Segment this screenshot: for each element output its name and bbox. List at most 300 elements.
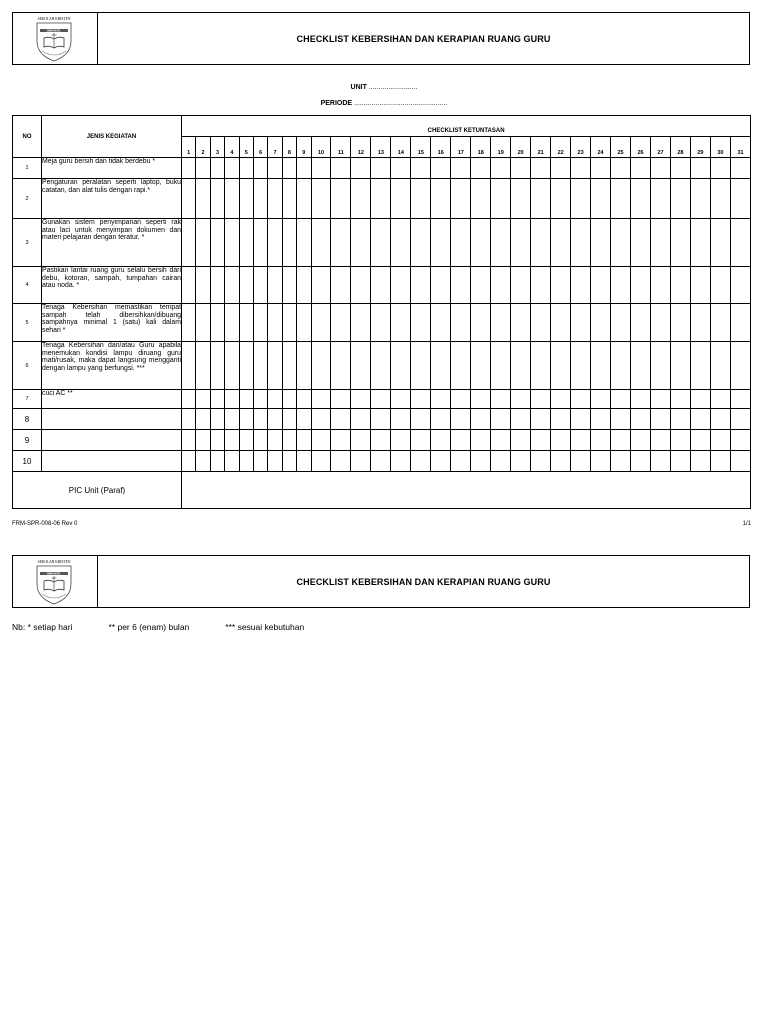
check-cell[interactable]: [282, 451, 296, 472]
check-cell[interactable]: [351, 158, 371, 179]
check-cell[interactable]: [239, 267, 253, 304]
check-cell[interactable]: [239, 409, 253, 430]
check-cell[interactable]: [511, 179, 531, 219]
check-cell[interactable]: [411, 451, 431, 472]
check-cell[interactable]: [551, 179, 571, 219]
check-cell[interactable]: [650, 179, 670, 219]
check-cell[interactable]: [611, 179, 631, 219]
check-cell[interactable]: [297, 390, 311, 409]
check-cell[interactable]: [196, 267, 210, 304]
check-cell[interactable]: [311, 430, 331, 451]
check-cell[interactable]: [611, 219, 631, 267]
check-cell[interactable]: [182, 179, 196, 219]
check-cell[interactable]: [210, 158, 224, 179]
check-cell[interactable]: [431, 390, 451, 409]
check-cell[interactable]: [531, 409, 551, 430]
check-cell[interactable]: [182, 409, 196, 430]
check-cell[interactable]: [690, 267, 710, 304]
check-cell[interactable]: [451, 304, 471, 342]
check-cell[interactable]: [431, 267, 451, 304]
check-cell[interactable]: [210, 451, 224, 472]
check-cell[interactable]: [311, 158, 331, 179]
check-cell[interactable]: [196, 390, 210, 409]
check-cell[interactable]: [411, 390, 431, 409]
check-cell[interactable]: [411, 430, 431, 451]
check-cell[interactable]: [210, 304, 224, 342]
check-cell[interactable]: [411, 219, 431, 267]
check-cell[interactable]: [268, 409, 282, 430]
check-cell[interactable]: [282, 219, 296, 267]
check-cell[interactable]: [511, 267, 531, 304]
check-cell[interactable]: [371, 158, 391, 179]
check-cell[interactable]: [730, 304, 750, 342]
check-cell[interactable]: [491, 451, 511, 472]
check-cell[interactable]: [431, 430, 451, 451]
check-cell[interactable]: [282, 430, 296, 451]
check-cell[interactable]: [451, 342, 471, 390]
check-cell[interactable]: [268, 430, 282, 451]
check-cell[interactable]: [670, 390, 690, 409]
check-cell[interactable]: [371, 390, 391, 409]
check-cell[interactable]: [253, 219, 267, 267]
check-cell[interactable]: [690, 219, 710, 267]
check-cell[interactable]: [253, 267, 267, 304]
check-cell[interactable]: [670, 219, 690, 267]
check-cell[interactable]: [239, 451, 253, 472]
check-cell[interactable]: [531, 267, 551, 304]
check-cell[interactable]: [571, 342, 591, 390]
check-cell[interactable]: [611, 342, 631, 390]
check-cell[interactable]: [182, 430, 196, 451]
check-cell[interactable]: [282, 390, 296, 409]
check-cell[interactable]: [282, 158, 296, 179]
check-cell[interactable]: [182, 267, 196, 304]
check-cell[interactable]: [182, 219, 196, 267]
check-cell[interactable]: [531, 451, 551, 472]
check-cell[interactable]: [225, 267, 239, 304]
check-cell[interactable]: [491, 304, 511, 342]
check-cell[interactable]: [451, 158, 471, 179]
check-cell[interactable]: [351, 430, 371, 451]
check-cell[interactable]: [196, 179, 210, 219]
check-cell[interactable]: [210, 219, 224, 267]
check-cell[interactable]: [297, 409, 311, 430]
check-cell[interactable]: [611, 390, 631, 409]
check-cell[interactable]: [351, 267, 371, 304]
check-cell[interactable]: [551, 267, 571, 304]
check-cell[interactable]: [371, 179, 391, 219]
check-cell[interactable]: [611, 409, 631, 430]
check-cell[interactable]: [451, 219, 471, 267]
check-cell[interactable]: [239, 158, 253, 179]
check-cell[interactable]: [182, 158, 196, 179]
check-cell[interactable]: [631, 451, 651, 472]
check-cell[interactable]: [411, 179, 431, 219]
check-cell[interactable]: [311, 409, 331, 430]
check-cell[interactable]: [282, 342, 296, 390]
check-cell[interactable]: [253, 390, 267, 409]
check-cell[interactable]: [471, 409, 491, 430]
check-cell[interactable]: [571, 219, 591, 267]
check-cell[interactable]: [311, 342, 331, 390]
check-cell[interactable]: [591, 430, 611, 451]
check-cell[interactable]: [471, 304, 491, 342]
check-cell[interactable]: [391, 409, 411, 430]
check-cell[interactable]: [471, 430, 491, 451]
check-cell[interactable]: [351, 342, 371, 390]
check-cell[interactable]: [451, 390, 471, 409]
check-cell[interactable]: [331, 390, 351, 409]
check-cell[interactable]: [551, 219, 571, 267]
check-cell[interactable]: [670, 304, 690, 342]
check-cell[interactable]: [690, 179, 710, 219]
check-cell[interactable]: [551, 430, 571, 451]
check-cell[interactable]: [371, 430, 391, 451]
check-cell[interactable]: [196, 342, 210, 390]
check-cell[interactable]: [225, 179, 239, 219]
check-cell[interactable]: [650, 304, 670, 342]
check-cell[interactable]: [182, 451, 196, 472]
check-cell[interactable]: [210, 267, 224, 304]
check-cell[interactable]: [710, 219, 730, 267]
check-cell[interactable]: [351, 390, 371, 409]
check-cell[interactable]: [253, 179, 267, 219]
check-cell[interactable]: [391, 304, 411, 342]
check-cell[interactable]: [710, 304, 730, 342]
check-cell[interactable]: [631, 267, 651, 304]
check-cell[interactable]: [451, 430, 471, 451]
check-cell[interactable]: [182, 342, 196, 390]
check-cell[interactable]: [391, 179, 411, 219]
check-cell[interactable]: [210, 390, 224, 409]
check-cell[interactable]: [411, 342, 431, 390]
check-cell[interactable]: [531, 304, 551, 342]
check-cell[interactable]: [268, 219, 282, 267]
check-cell[interactable]: [371, 219, 391, 267]
check-cell[interactable]: [491, 430, 511, 451]
check-cell[interactable]: [531, 430, 551, 451]
check-cell[interactable]: [710, 267, 730, 304]
check-cell[interactable]: [611, 304, 631, 342]
check-cell[interactable]: [491, 409, 511, 430]
check-cell[interactable]: [331, 430, 351, 451]
check-cell[interactable]: [282, 304, 296, 342]
check-cell[interactable]: [670, 430, 690, 451]
check-cell[interactable]: [471, 390, 491, 409]
check-cell[interactable]: [451, 409, 471, 430]
check-cell[interactable]: [670, 267, 690, 304]
check-cell[interactable]: [253, 430, 267, 451]
check-cell[interactable]: [631, 219, 651, 267]
check-cell[interactable]: [182, 304, 196, 342]
check-cell[interactable]: [650, 430, 670, 451]
check-cell[interactable]: [650, 219, 670, 267]
check-cell[interactable]: [351, 219, 371, 267]
check-cell[interactable]: [631, 409, 651, 430]
check-cell[interactable]: [491, 267, 511, 304]
check-cell[interactable]: [331, 304, 351, 342]
check-cell[interactable]: [268, 304, 282, 342]
check-cell[interactable]: [311, 390, 331, 409]
check-cell[interactable]: [331, 451, 351, 472]
check-cell[interactable]: [730, 342, 750, 390]
check-cell[interactable]: [210, 179, 224, 219]
check-cell[interactable]: [650, 342, 670, 390]
check-cell[interactable]: [710, 158, 730, 179]
check-cell[interactable]: [531, 158, 551, 179]
check-cell[interactable]: [591, 409, 611, 430]
check-cell[interactable]: [451, 267, 471, 304]
check-cell[interactable]: [551, 342, 571, 390]
check-cell[interactable]: [253, 304, 267, 342]
check-cell[interactable]: [730, 430, 750, 451]
check-cell[interactable]: [730, 451, 750, 472]
check-cell[interactable]: [225, 390, 239, 409]
check-cell[interactable]: [511, 304, 531, 342]
check-cell[interactable]: [690, 158, 710, 179]
check-cell[interactable]: [268, 390, 282, 409]
check-cell[interactable]: [311, 304, 331, 342]
check-cell[interactable]: [351, 409, 371, 430]
check-cell[interactable]: [411, 158, 431, 179]
check-cell[interactable]: [391, 451, 411, 472]
check-cell[interactable]: [690, 409, 710, 430]
check-cell[interactable]: [225, 409, 239, 430]
check-cell[interactable]: [371, 451, 391, 472]
check-cell[interactable]: [311, 179, 331, 219]
check-cell[interactable]: [491, 342, 511, 390]
check-cell[interactable]: [451, 179, 471, 219]
check-cell[interactable]: [730, 219, 750, 267]
check-cell[interactable]: [471, 219, 491, 267]
check-cell[interactable]: [331, 158, 351, 179]
check-cell[interactable]: [591, 179, 611, 219]
check-cell[interactable]: [690, 451, 710, 472]
check-cell[interactable]: [591, 158, 611, 179]
check-cell[interactable]: [391, 158, 411, 179]
check-cell[interactable]: [571, 409, 591, 430]
check-cell[interactable]: [431, 342, 451, 390]
check-cell[interactable]: [631, 304, 651, 342]
check-cell[interactable]: [631, 342, 651, 390]
check-cell[interactable]: [331, 219, 351, 267]
check-cell[interactable]: [650, 390, 670, 409]
check-cell[interactable]: [591, 451, 611, 472]
check-cell[interactable]: [282, 267, 296, 304]
check-cell[interactable]: [311, 219, 331, 267]
check-cell[interactable]: [196, 409, 210, 430]
check-cell[interactable]: [196, 430, 210, 451]
check-cell[interactable]: [730, 390, 750, 409]
check-cell[interactable]: [311, 451, 331, 472]
check-cell[interactable]: [551, 451, 571, 472]
check-cell[interactable]: [611, 430, 631, 451]
check-cell[interactable]: [268, 267, 282, 304]
check-cell[interactable]: [239, 219, 253, 267]
check-cell[interactable]: [531, 390, 551, 409]
check-cell[interactable]: [710, 409, 730, 430]
check-cell[interactable]: [551, 390, 571, 409]
check-cell[interactable]: [239, 342, 253, 390]
check-cell[interactable]: [511, 158, 531, 179]
check-cell[interactable]: [311, 267, 331, 304]
check-cell[interactable]: [571, 179, 591, 219]
check-cell[interactable]: [431, 409, 451, 430]
check-cell[interactable]: [491, 158, 511, 179]
check-cell[interactable]: [253, 409, 267, 430]
check-cell[interactable]: [710, 430, 730, 451]
check-cell[interactable]: [690, 390, 710, 409]
check-cell[interactable]: [431, 179, 451, 219]
check-cell[interactable]: [611, 158, 631, 179]
check-cell[interactable]: [268, 179, 282, 219]
check-cell[interactable]: [611, 451, 631, 472]
check-cell[interactable]: [351, 451, 371, 472]
check-cell[interactable]: [225, 304, 239, 342]
check-cell[interactable]: [710, 179, 730, 219]
check-cell[interactable]: [196, 304, 210, 342]
check-cell[interactable]: [431, 158, 451, 179]
check-cell[interactable]: [670, 409, 690, 430]
check-cell[interactable]: [471, 451, 491, 472]
check-cell[interactable]: [631, 158, 651, 179]
check-cell[interactable]: [391, 342, 411, 390]
check-cell[interactable]: [571, 158, 591, 179]
check-cell[interactable]: [471, 179, 491, 219]
check-cell[interactable]: [650, 158, 670, 179]
check-cell[interactable]: [182, 390, 196, 409]
check-cell[interactable]: [371, 342, 391, 390]
check-cell[interactable]: [491, 179, 511, 219]
check-cell[interactable]: [451, 451, 471, 472]
check-cell[interactable]: [282, 179, 296, 219]
check-cell[interactable]: [297, 430, 311, 451]
check-cell[interactable]: [239, 390, 253, 409]
check-cell[interactable]: [225, 219, 239, 267]
check-cell[interactable]: [631, 179, 651, 219]
check-cell[interactable]: [210, 342, 224, 390]
check-cell[interactable]: [650, 409, 670, 430]
check-cell[interactable]: [225, 430, 239, 451]
check-cell[interactable]: [411, 409, 431, 430]
check-cell[interactable]: [210, 409, 224, 430]
check-cell[interactable]: [391, 390, 411, 409]
check-cell[interactable]: [670, 179, 690, 219]
check-cell[interactable]: [710, 390, 730, 409]
check-cell[interactable]: [331, 179, 351, 219]
check-cell[interactable]: [351, 304, 371, 342]
check-cell[interactable]: [591, 390, 611, 409]
check-cell[interactable]: [531, 219, 551, 267]
check-cell[interactable]: [297, 219, 311, 267]
check-cell[interactable]: [196, 451, 210, 472]
check-cell[interactable]: [631, 430, 651, 451]
check-cell[interactable]: [297, 304, 311, 342]
check-cell[interactable]: [650, 451, 670, 472]
check-cell[interactable]: [210, 430, 224, 451]
check-cell[interactable]: [391, 267, 411, 304]
check-cell[interactable]: [196, 219, 210, 267]
check-cell[interactable]: [371, 304, 391, 342]
check-cell[interactable]: [531, 342, 551, 390]
check-cell[interactable]: [297, 342, 311, 390]
check-cell[interactable]: [511, 219, 531, 267]
check-cell[interactable]: [196, 158, 210, 179]
check-cell[interactable]: [591, 304, 611, 342]
check-cell[interactable]: [225, 451, 239, 472]
check-cell[interactable]: [331, 342, 351, 390]
check-cell[interactable]: [571, 267, 591, 304]
check-cell[interactable]: [531, 179, 551, 219]
check-cell[interactable]: [491, 219, 511, 267]
check-cell[interactable]: [670, 342, 690, 390]
check-cell[interactable]: [268, 342, 282, 390]
check-cell[interactable]: [710, 342, 730, 390]
check-cell[interactable]: [282, 409, 296, 430]
check-cell[interactable]: [431, 451, 451, 472]
check-cell[interactable]: [391, 219, 411, 267]
check-cell[interactable]: [297, 158, 311, 179]
check-cell[interactable]: [511, 451, 531, 472]
check-cell[interactable]: [591, 219, 611, 267]
check-cell[interactable]: [411, 304, 431, 342]
check-cell[interactable]: [511, 409, 531, 430]
check-cell[interactable]: [225, 342, 239, 390]
check-cell[interactable]: [331, 409, 351, 430]
check-cell[interactable]: [591, 342, 611, 390]
check-cell[interactable]: [297, 267, 311, 304]
check-cell[interactable]: [471, 158, 491, 179]
check-cell[interactable]: [411, 267, 431, 304]
check-cell[interactable]: [611, 267, 631, 304]
check-cell[interactable]: [371, 267, 391, 304]
check-cell[interactable]: [670, 451, 690, 472]
check-cell[interactable]: [371, 409, 391, 430]
check-cell[interactable]: [690, 304, 710, 342]
check-cell[interactable]: [511, 390, 531, 409]
check-cell[interactable]: [297, 451, 311, 472]
check-cell[interactable]: [591, 267, 611, 304]
check-cell[interactable]: [239, 430, 253, 451]
check-cell[interactable]: [391, 430, 411, 451]
check-cell[interactable]: [730, 267, 750, 304]
check-cell[interactable]: [730, 409, 750, 430]
check-cell[interactable]: [268, 451, 282, 472]
check-cell[interactable]: [690, 342, 710, 390]
check-cell[interactable]: [511, 430, 531, 451]
check-cell[interactable]: [268, 158, 282, 179]
check-cell[interactable]: [351, 179, 371, 219]
check-cell[interactable]: [571, 451, 591, 472]
check-cell[interactable]: [551, 158, 571, 179]
check-cell[interactable]: [730, 158, 750, 179]
check-cell[interactable]: [670, 158, 690, 179]
check-cell[interactable]: [297, 179, 311, 219]
check-cell[interactable]: [431, 219, 451, 267]
check-cell[interactable]: [253, 158, 267, 179]
check-cell[interactable]: [239, 304, 253, 342]
check-cell[interactable]: [730, 179, 750, 219]
check-cell[interactable]: [431, 304, 451, 342]
check-cell[interactable]: [239, 179, 253, 219]
check-cell[interactable]: [511, 342, 531, 390]
check-cell[interactable]: [551, 304, 571, 342]
check-cell[interactable]: [571, 430, 591, 451]
check-cell[interactable]: [571, 390, 591, 409]
check-cell[interactable]: [491, 390, 511, 409]
check-cell[interactable]: [571, 304, 591, 342]
check-cell[interactable]: [650, 267, 670, 304]
